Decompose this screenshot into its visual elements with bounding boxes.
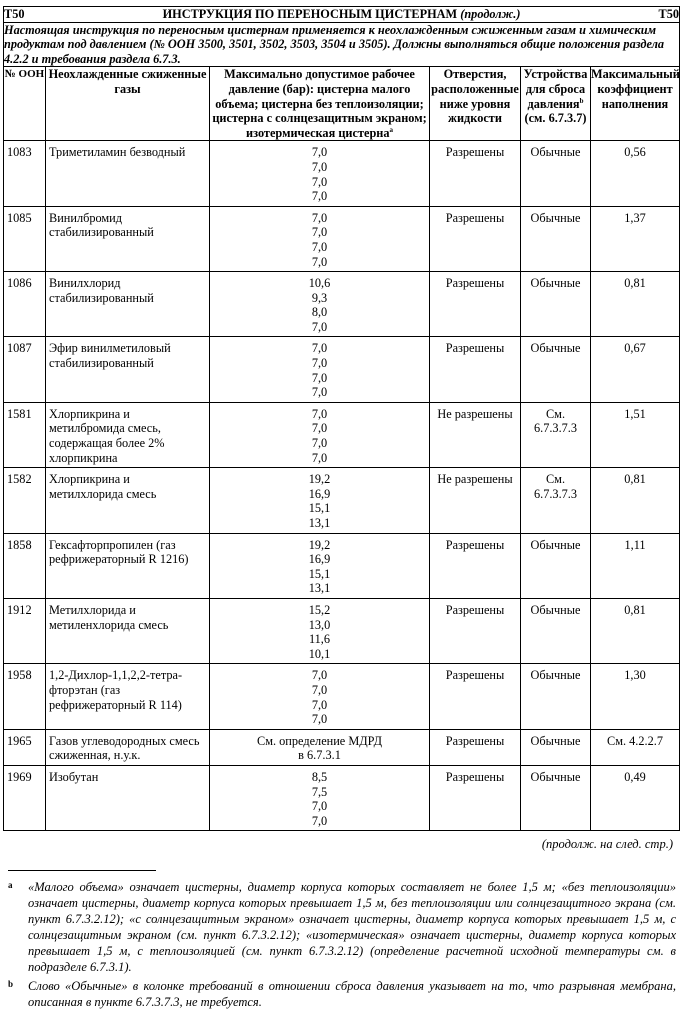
page-title: ИНСТРУКЦИЯ ПО ПЕРЕНОСНЫМ ЦИСТЕРНАМ (продолж.) xyxy=(162,7,521,21)
relief-value: См. 6.7.3.7.3 xyxy=(521,402,591,467)
pressure-value: 7,0 xyxy=(311,450,328,465)
openings-value: Разрешены xyxy=(430,206,521,271)
un-number: 1086 xyxy=(4,272,46,337)
intro-text: Настоящая инструкция по переносным цистернам применяется к неохлажденным сжиженным газам и химическим продуктам под давлением (№ ООН 3500, 3501, 3502, 3503, 3504 и 3505). Должны выполняться общие положения раздела 4.2.2 и требования раздела 6.7.3. xyxy=(4,22,680,67)
pressure-value: 7,0 xyxy=(311,254,328,269)
col-openings: Отверстия, расположенные ниже уровня жидкости xyxy=(430,67,521,141)
pressure-value: 13,1 xyxy=(308,581,331,596)
relief-value: См. 6.7.3.7.3 xyxy=(521,468,591,533)
pressure-value: 11,6 xyxy=(308,632,331,647)
footnote-rule xyxy=(8,870,156,871)
pressure-value: 7,0 xyxy=(311,668,328,683)
pressure-values xyxy=(210,468,430,533)
relief-value: Обычные xyxy=(521,664,591,729)
pressure-value: 7,0 xyxy=(311,799,328,814)
filling-value: 1,30 xyxy=(591,664,680,729)
filling-value: 1,11 xyxy=(591,533,680,598)
openings-value: Разрешены xyxy=(430,272,521,337)
col-pressure: Максимально допустимое рабочее давление (бар): цистерна малого объема; цистерна без теплоизоляции; цистерна с солнцезащитным экраном; изотермическая цистерна$^a$ xyxy=(210,67,430,141)
pressure-value: 7,0 xyxy=(311,406,328,421)
pressure-value: См. определение МДРД xyxy=(257,733,382,748)
filling-value: 1,37 xyxy=(591,206,680,271)
table-body xyxy=(4,141,680,831)
openings-value: Не разрешены xyxy=(430,468,521,533)
pressure-value: 7,0 xyxy=(311,341,328,356)
pressure-value: 7,0 xyxy=(311,189,328,204)
pressure-values xyxy=(210,533,430,598)
pressure-value: 15,1 xyxy=(308,566,331,581)
pressure-value: 7,0 xyxy=(311,385,328,400)
pressure-values xyxy=(210,272,430,337)
table-row xyxy=(4,206,680,271)
table-row xyxy=(4,272,680,337)
pressure-value: 10,1 xyxy=(308,646,331,661)
filling-value: 0,49 xyxy=(591,765,680,830)
gas-name: Гексафторпропилен (газ рефрижераторный R 1216) xyxy=(46,533,210,598)
pressure-value: 7,0 xyxy=(311,210,328,225)
pressure-values xyxy=(210,598,430,663)
openings-value: Разрешены xyxy=(430,533,521,598)
table-row xyxy=(4,765,680,830)
un-number: 1085 xyxy=(4,206,46,271)
pressure-value: 16,9 xyxy=(308,552,331,567)
footnote-mark: b xyxy=(8,979,14,989)
filling-value: 0,81 xyxy=(591,468,680,533)
openings-value: Разрешены xyxy=(430,765,521,830)
openings-value: Разрешены xyxy=(430,729,521,765)
intro-row xyxy=(4,22,680,67)
footnote-a xyxy=(8,879,676,975)
pressure-value: 7,0 xyxy=(311,813,328,828)
gas-name: Хлорпикрина и метилбромида смесь, содержащая более 2% хлорпикрина xyxy=(46,402,210,467)
filling-value: 0,56 xyxy=(591,141,680,206)
col-un: № ООН xyxy=(4,67,46,141)
relief-value: Обычные xyxy=(521,141,591,206)
table-row xyxy=(4,533,680,598)
pressure-value: в 6.7.3.1 xyxy=(298,748,341,763)
un-number: 1581 xyxy=(4,402,46,467)
gas-name: Метилхлорида и метиленхлорида смесь xyxy=(46,598,210,663)
pressure-value: 7,0 xyxy=(311,421,328,436)
pressure-value: 19,2 xyxy=(308,537,331,552)
pressure-value: 7,5 xyxy=(311,784,328,799)
relief-value: Обычные xyxy=(521,272,591,337)
pressure-value: 19,2 xyxy=(308,472,331,487)
gas-name: Газов углеводородных смесь сжиженная, н.у.к. xyxy=(46,729,210,765)
pressure-value: 7,0 xyxy=(311,145,328,160)
left-code: T50 xyxy=(4,7,25,21)
filling-value: 0,81 xyxy=(591,598,680,663)
pressure-values xyxy=(210,141,430,206)
table-row xyxy=(4,141,680,206)
gas-name: Винилхлорид стабилизированный xyxy=(46,272,210,337)
pressure-values xyxy=(210,765,430,830)
document-page xyxy=(3,6,679,852)
gas-name: 1,2-Дихлор-1,1,2,2-тетра-фторэтан (газ рефрижераторный R 114) xyxy=(46,664,210,729)
pressure-value: 7,0 xyxy=(311,436,328,451)
gas-name: Триметиламин безводный xyxy=(46,141,210,206)
openings-value: Разрешены xyxy=(430,598,521,663)
gas-name: Эфир винилметиловый стабилизированный xyxy=(46,337,210,402)
pressure-values xyxy=(210,729,430,765)
pressure-values xyxy=(210,337,430,402)
footnote-mark: a xyxy=(8,880,13,890)
un-number: 1965 xyxy=(4,729,46,765)
openings-value: Разрешены xyxy=(430,337,521,402)
relief-value: Обычные xyxy=(521,765,591,830)
un-number: 1087 xyxy=(4,337,46,402)
pressure-value: 7,0 xyxy=(311,697,328,712)
gas-name: Винилбромид стабилизированный xyxy=(46,206,210,271)
footnote-b xyxy=(8,978,676,1010)
filling-value: 1,51 xyxy=(591,402,680,467)
table-header-row xyxy=(4,7,680,23)
table-row xyxy=(4,664,680,729)
pressure-value: 10,6 xyxy=(308,276,331,291)
pressure-value: 15,1 xyxy=(308,501,331,516)
pressure-values xyxy=(210,206,430,271)
pressure-value: 13,1 xyxy=(308,516,331,530)
un-number: 1582 xyxy=(4,468,46,533)
filling-value: 0,67 xyxy=(591,337,680,402)
pressure-value: 7,0 xyxy=(311,712,328,727)
table-row xyxy=(4,402,680,467)
table-row xyxy=(4,337,680,402)
relief-value: Обычные xyxy=(521,337,591,402)
col-filling: Максимальный коэффициент наполнения xyxy=(591,67,680,141)
pressure-value: 9,3 xyxy=(311,290,328,305)
pressure-values xyxy=(210,402,430,467)
relief-value: Обычные xyxy=(521,729,591,765)
relief-value: Обычные xyxy=(521,533,591,598)
pressure-value: 7,0 xyxy=(311,682,328,697)
pressure-value: 7,0 xyxy=(311,370,328,385)
pressure-values xyxy=(210,664,430,729)
pressure-value: 16,9 xyxy=(308,486,331,501)
relief-value: Обычные xyxy=(521,206,591,271)
un-number: 1912 xyxy=(4,598,46,663)
gas-name: Хлорпикрина и метилхлорида смесь xyxy=(46,468,210,533)
openings-value: Разрешены xyxy=(430,141,521,206)
openings-value: Разрешены xyxy=(430,664,521,729)
pressure-value: 8,0 xyxy=(311,305,328,320)
filling-value: 0,81 xyxy=(591,272,680,337)
gas-name: Изобутан xyxy=(46,765,210,830)
footnote-text: Слово «Обычные» в колонке требований в отношении сброса давления указывает на то, что разрывная мембрана, описанная в пункте 6.7.3.7.3, не требуется. xyxy=(28,979,676,1009)
un-number: 1858 xyxy=(4,533,46,598)
pressure-value: 7,0 xyxy=(311,356,328,371)
footnote-b-ref: b xyxy=(579,96,584,105)
filling-value: См. 4.2.2.7 xyxy=(591,729,680,765)
pressure-value: 13,0 xyxy=(308,617,331,632)
un-number: 1969 xyxy=(4,765,46,830)
pressure-value: 7,0 xyxy=(311,159,328,174)
relief-value: Обычные xyxy=(521,598,591,663)
pressure-value: 15,2 xyxy=(308,602,331,617)
un-number: 1958 xyxy=(4,664,46,729)
col-name: Неохлажденные сжиженные газы xyxy=(46,67,210,141)
column-header-row xyxy=(4,67,680,141)
table-row xyxy=(4,468,680,533)
un-number: 1083 xyxy=(4,141,46,206)
table-row xyxy=(4,729,680,765)
pressure-value: 7,0 xyxy=(311,239,328,254)
footnote-a-ref: a xyxy=(389,125,394,134)
right-code: T50 xyxy=(658,7,680,21)
title-suffix: (продолж.) xyxy=(460,7,521,21)
footnotes xyxy=(8,870,676,1013)
continued-note: (продолж. на след. стр.) xyxy=(541,837,673,852)
pressure-value: 7,0 xyxy=(311,174,328,189)
pressure-value: 8,5 xyxy=(311,769,328,784)
footnote-text: «Малого объема» означает цистерны, диаметр корпуса которых составляет не более 1,5 м; «без теплоизоляции» означает цистерны, диаметр корпуса которых превышает 1,5 м, без теплоизоляции или солнцезащитного экрана (см. пункт 6.7.3.2.12); «с солнцезащитным экраном» означает цистерны, диаметр корпуса которых превышает 1,5 м, с солнцезащитным экраном (см. пункт 6.7.3.2.12); «изотермическая» означает цистерны, диаметр корпуса которых превышает 1,5 м, с теплоизоляцией (см. пункт 6.7.3.2.12) (определение расчетной исходной температуры см. в подразделе 6.7.3.1). xyxy=(28,880,676,974)
pressure-value: 7,0 xyxy=(311,225,328,240)
instruction-table xyxy=(3,6,680,831)
col-relief: Устройства для сброса давления$^b$ (см. 6.7.3.7) xyxy=(521,67,591,141)
pressure-value: 7,0 xyxy=(311,319,328,334)
openings-value: Не разрешены xyxy=(430,402,521,467)
table-row xyxy=(4,598,680,663)
